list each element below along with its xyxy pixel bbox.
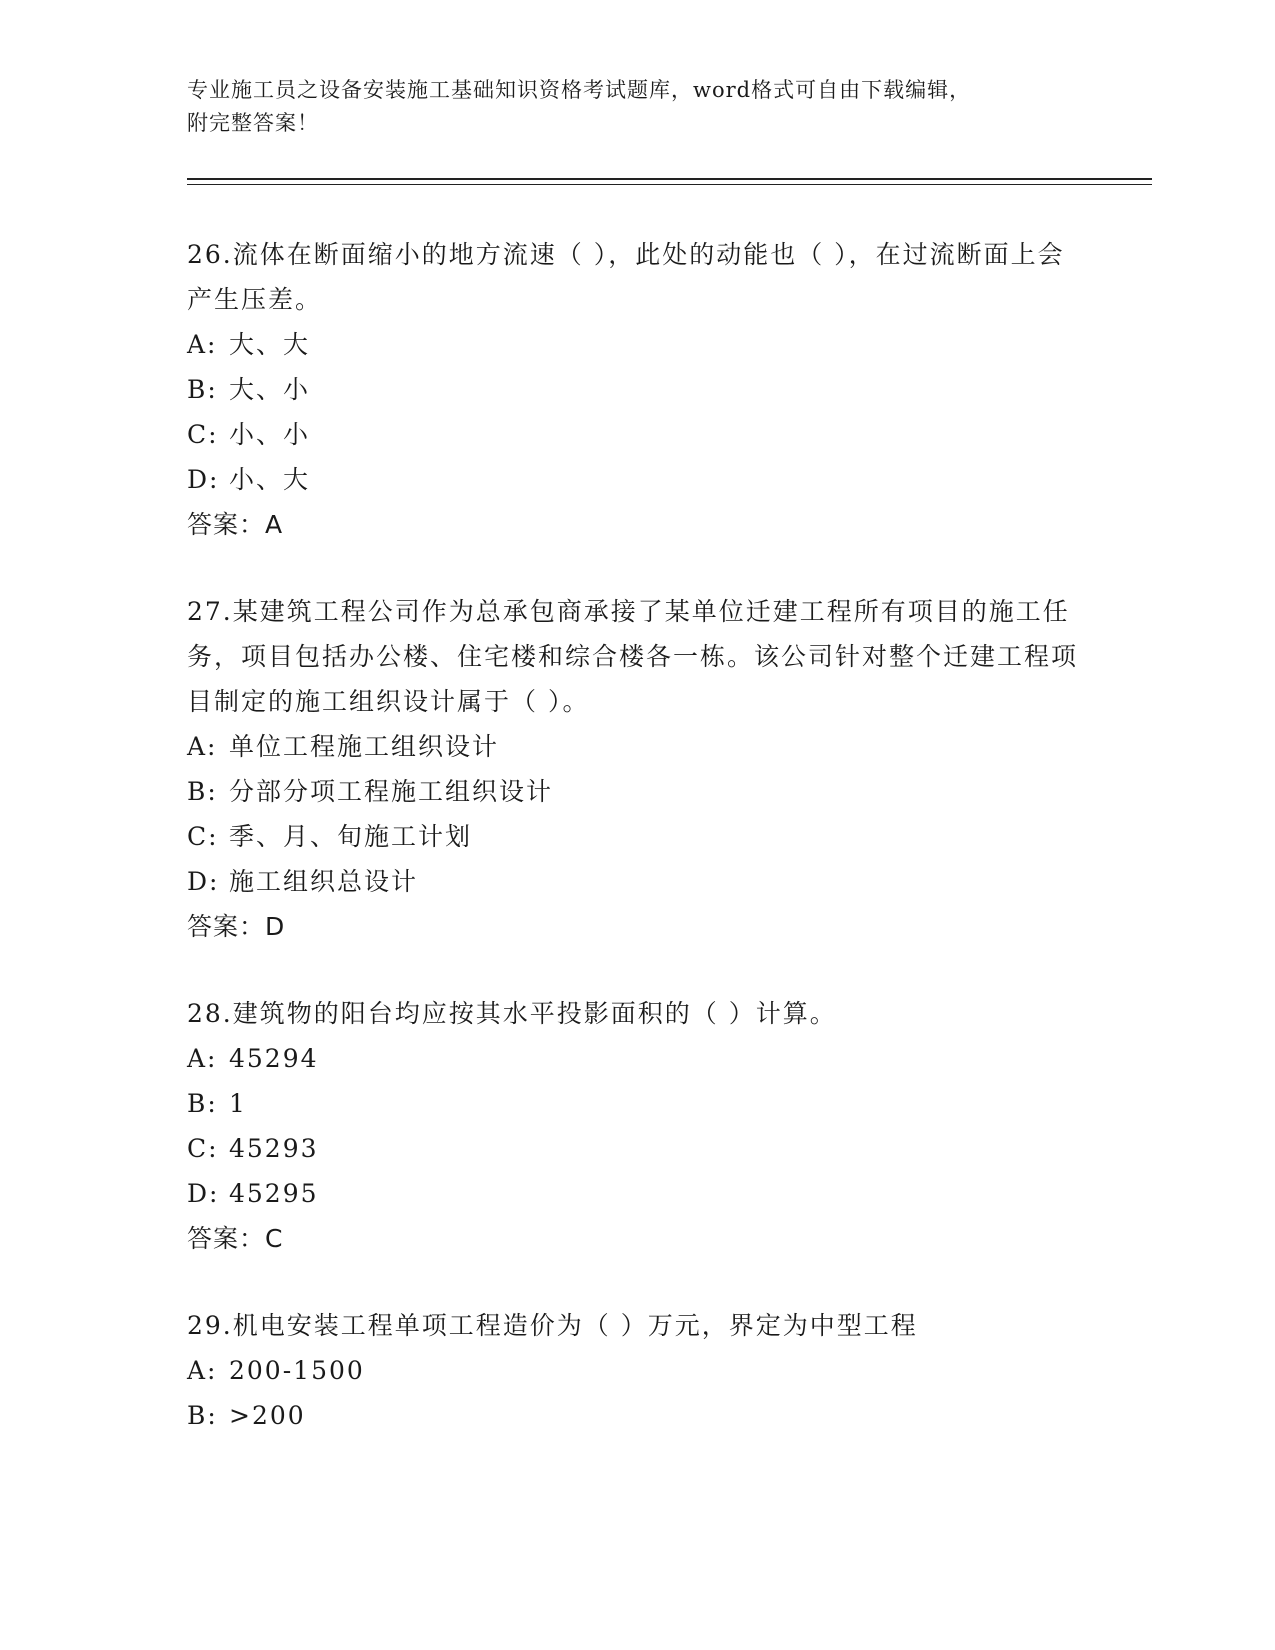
- option-text: 大、大: [229, 330, 311, 359]
- option-d: [187, 1171, 1087, 1216]
- question-27: [187, 589, 1087, 949]
- option-b: [187, 1393, 1087, 1438]
- option-text: 小、小: [229, 420, 311, 449]
- option-d: [187, 859, 1087, 904]
- answer: 答案：A: [187, 510, 284, 539]
- option-letter: A:: [187, 1044, 218, 1073]
- question-28: [187, 991, 1087, 1261]
- option-b: [187, 769, 1087, 814]
- option-letter: D:: [187, 867, 220, 896]
- option-a: [187, 1348, 1087, 1393]
- option-letter: C:: [187, 1134, 219, 1163]
- option-c: [187, 814, 1087, 859]
- page-header: [187, 74, 1087, 140]
- answer: 答案：D: [187, 912, 286, 941]
- option-text: 45295: [229, 1179, 319, 1208]
- header-divider: [187, 178, 1152, 185]
- header-line-2: 附完整答案！: [187, 111, 319, 135]
- option-text: 小、大: [229, 465, 311, 494]
- option-c: [187, 412, 1087, 457]
- option-text: 大、小: [229, 375, 311, 404]
- question-26: [187, 232, 1087, 547]
- option-letter: B:: [187, 375, 218, 404]
- question-stem: 29.机电安装工程单项工程造价为（ ）万元，界定为中型工程: [187, 1311, 918, 1340]
- option-text: >200: [229, 1401, 306, 1430]
- option-text: 1: [229, 1089, 247, 1118]
- option-b: [187, 367, 1087, 412]
- option-text: 分部分项工程施工组织设计: [229, 777, 554, 806]
- option-text: 施工组织总设计: [229, 867, 419, 896]
- option-text: 200-1500: [229, 1356, 365, 1385]
- question-stem: 26.流体在断面缩小的地方流速（ ），此处的动能也（ ），在过流断面上会产生压差。: [187, 240, 1065, 314]
- option-a: [187, 1036, 1087, 1081]
- option-letter: B:: [187, 1401, 218, 1430]
- option-text: 45293: [229, 1134, 319, 1163]
- question-list: [187, 232, 1087, 1480]
- answer: 答案：C: [187, 1224, 284, 1253]
- header-line-1: 专业施工员之设备安装施工基础知识资格考试题库，word格式可自由下载编辑，: [187, 78, 972, 102]
- option-b: [187, 1081, 1087, 1126]
- option-letter: A:: [187, 732, 218, 761]
- option-text: 45294: [229, 1044, 319, 1073]
- option-letter: A:: [187, 330, 218, 359]
- question-29: [187, 1303, 1087, 1438]
- option-a: [187, 322, 1087, 367]
- option-letter: A:: [187, 1356, 218, 1385]
- option-text: 单位工程施工组织设计: [229, 732, 500, 761]
- question-stem: 28.建筑物的阳台均应按其水平投影面积的（ ）计算。: [187, 999, 837, 1028]
- option-d: [187, 457, 1087, 502]
- option-c: [187, 1126, 1087, 1171]
- option-a: [187, 724, 1087, 769]
- option-letter: C:: [187, 420, 219, 449]
- option-letter: D:: [187, 465, 220, 494]
- option-letter: B:: [187, 777, 218, 806]
- question-stem: 27.某建筑工程公司作为总承包商承接了某单位迁建工程所有项目的施工任务，项目包括办公楼、住宅楼和综合楼各一栋。该公司针对整个迁建工程项目制定的施工组织设计属于（ ）。: [187, 597, 1079, 716]
- option-letter: B:: [187, 1089, 218, 1118]
- option-letter: C:: [187, 822, 219, 851]
- option-letter: D:: [187, 1179, 220, 1208]
- option-text: 季、月、旬施工计划: [229, 822, 473, 851]
